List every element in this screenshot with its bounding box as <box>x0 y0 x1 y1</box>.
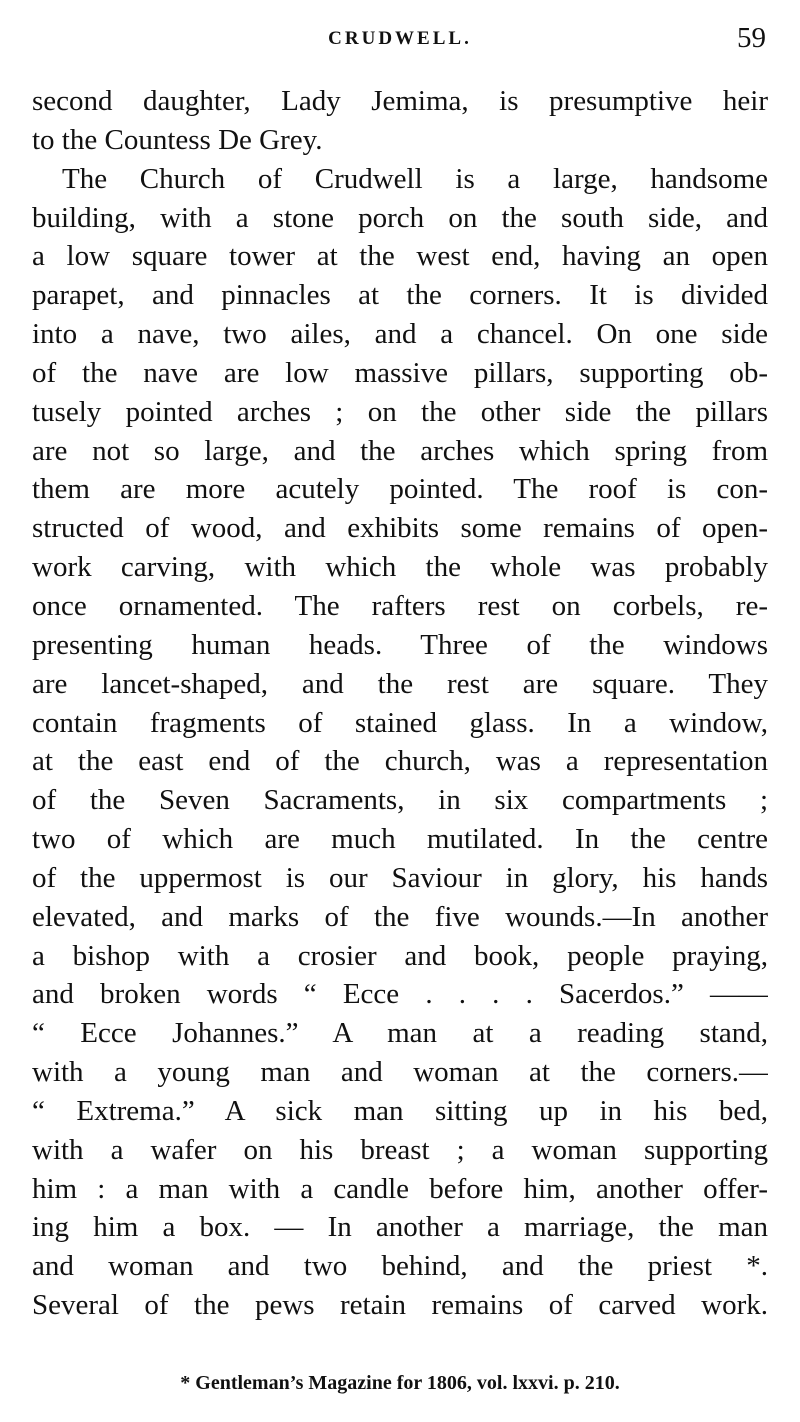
text-line: and broken words “ Ecce . . . . Sacerdos.” —— <box>32 978 768 1011</box>
text-line: ing him a box. — In another a marriage, the man <box>32 1211 768 1244</box>
text-line: into a nave, two ailes, and a chancel. On one side <box>32 318 768 351</box>
text-line: work carving, with which the whole was probably <box>32 551 768 584</box>
text-line: tusely pointed arches ; on the other side the pillars <box>32 395 768 428</box>
text-line: second daughter, Lady Jemima, is presumptive heir <box>32 85 768 117</box>
text-line: of the uppermost is our Saviour in glory, his hands <box>32 861 768 894</box>
text-line: with a young man and woman at the corners.— <box>32 1056 768 1089</box>
text-line: at the east end of the church, was a representation <box>32 745 768 778</box>
text-line: a low square tower at the west end, having an open <box>32 240 768 273</box>
text-line: “ Ecce Johannes.” A man at a reading stand, <box>32 1017 768 1050</box>
text-line: with a wafer on his breast ; a woman supporting <box>32 1133 768 1166</box>
text-line: structed of wood, and exhibits some remains of open- <box>32 512 768 545</box>
running-header <box>0 18 800 58</box>
text-line: The Church of Crudwell is a large, handsome <box>62 162 768 195</box>
text-line: and woman and two behind, and the priest *. <box>32 1250 768 1283</box>
page-number: 59 <box>737 22 766 54</box>
text-line: parapet, and pinnacles at the corners. It is divided <box>32 279 768 312</box>
text-line: to the Countess De Grey. <box>32 123 323 156</box>
text-line: presenting human heads. Three of the windows <box>32 628 768 661</box>
text-line: contain fragments of stained glass. In a window, <box>32 706 768 739</box>
text-line: of the nave are low massive pillars, supporting ob- <box>32 356 768 389</box>
text-line: him : a man with a candle before him, another offer- <box>32 1172 768 1205</box>
text-line: Several of the pews retain remains of carved work. <box>32 1289 768 1322</box>
text-line: building, with a stone porch on the south side, and <box>32 201 768 234</box>
text-line: once ornamented. The rafters rest on corbels, re- <box>32 589 768 622</box>
text-line: “ Extrema.” A sick man sitting up in his bed, <box>32 1094 768 1127</box>
body-text <box>32 82 768 1325</box>
text-line: are lancet-shaped, and the rest are square. They <box>32 667 768 700</box>
text-line: are not so large, and the arches which spring from <box>32 434 768 467</box>
text-line: a bishop with a crosier and book, people praying, <box>32 939 768 972</box>
text-line: elevated, and marks of the five wounds.—In another <box>32 900 768 933</box>
text-line: of the Seven Sacraments, in six compartments ; <box>32 784 768 817</box>
running-title: CRUDWELL. <box>328 28 472 49</box>
footnote: * Gentleman’s Magazine for 1806, vol. lxxvi. p. 210. <box>180 1372 620 1394</box>
text-line: two of which are much mutilated. In the centre <box>32 823 768 856</box>
text-line: them are more acutely pointed. The roof is con- <box>32 473 768 506</box>
